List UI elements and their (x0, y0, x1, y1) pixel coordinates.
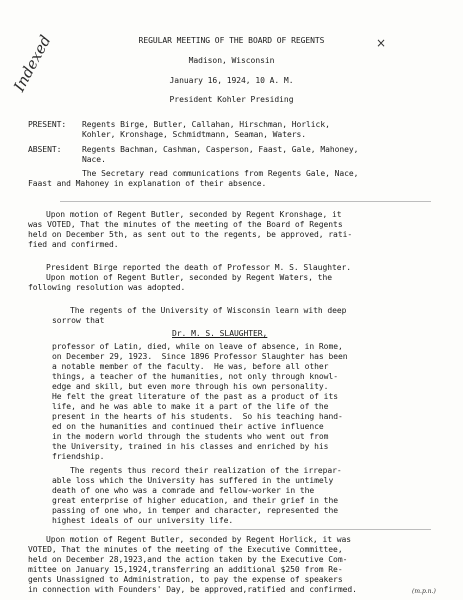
resolution-close-line-3: death of one who was a comrade and fellow-worker in the (52, 486, 315, 495)
meeting-title: REGULAR MEETING OF THE BOARD OF REGENTS (138, 36, 325, 45)
final-motion-line-2: VOTED, That the minutes of the meeting of the Executive Committee, (28, 545, 343, 554)
resolution-body-line-10: in the modern world through the students who went out from (52, 432, 329, 441)
resolution-close-line-4: great enterprise of higher education, and their grief in the (52, 496, 338, 505)
handwritten-initials: (m.p.n.) (412, 588, 436, 595)
meeting-place: Madison, Wisconsin (188, 56, 275, 65)
resolution-body-line-9: ed on the humanities and continued their active influence (52, 422, 324, 431)
absent-label: ABSENT: (28, 145, 62, 154)
resolution-honoree-name: Dr. M. S. SLAUGHTER, (172, 329, 268, 338)
resolution-body-line-2: on December 29, 1923. Since 1896 Professor Slaughter has been (52, 352, 348, 361)
section-divider (60, 201, 431, 202)
resolution-close-line-1: The regents thus record their realization of the irrepar- (70, 466, 342, 475)
resolution-body-line-4: things, a teacher of the humanities, not only through knowl- (52, 372, 338, 381)
resolution-body-line-5: edge and skill, but even more through his own personality. (52, 382, 329, 391)
resolution-body-line-8: present in the hearts of his students. So his teaching hand- (52, 412, 343, 421)
present-label: PRESENT: (28, 120, 67, 129)
absent-line-1: Regents Bachman, Cashman, Casperson, Faast, Gale, Mahoney, (82, 145, 359, 154)
resolution-close-line-6: highest ideals of our university life. (52, 516, 234, 525)
final-motion-line-6: in connection with Founders' Day, be approved,ratified and confirmed. (28, 585, 357, 594)
absent-line-2: Nace. (82, 155, 106, 164)
x-mark: × (376, 36, 387, 50)
secretary-line-1: The Secretary read communications from Regents Gale, Nace, (82, 169, 359, 178)
resolution-body-line-3: a notable member of the faculty. He was, before all other (52, 362, 329, 371)
resolution-intro-line-1: The regents of the University of Wisconsin learn with deep (70, 306, 347, 315)
death-report-line-1: President Birge reported the death of Professor M. S. Slaughter. (46, 263, 352, 272)
resolution-body-line-12: friendship. (52, 452, 105, 461)
resolution-body-line-11: the University, trained in his classes and enriched by his (52, 442, 329, 451)
resolution-body-line-1: professor of Latin, died, while on leave of absence, in Rome, (52, 342, 343, 351)
section-divider-2 (60, 529, 431, 530)
minutes-line-2: was VOTED, That the minutes of the meeting of the Board of Regents (28, 220, 343, 229)
final-motion-line-4: mittee on January 15,1924,transferring an additional $250 from Re- (28, 565, 343, 574)
final-motion-line-3: held on December 28,1923,and the action taken by the Executive Com- (28, 555, 348, 564)
final-motion-line-1: Upon motion of Regent Butler, seconded by Regent Horlick, it was (46, 535, 352, 544)
secretary-line-2: Faast and Mahoney in explanation of their absence. (28, 179, 267, 188)
resolution-close-line-2: able loss which the University has suffered in the untimely (52, 476, 334, 485)
resolution-intro-line-2: sorrow that (52, 316, 105, 325)
presiding-line: President Kohler Presiding (169, 95, 294, 104)
minutes-line-4: fied and confirmed. (28, 240, 119, 249)
resolution-close-line-5: passing of one who, in temper and character, represented the (52, 506, 338, 515)
minutes-line-3: held on December 5th, as sent out to the regents, be approved, rati- (28, 230, 353, 239)
resolution-body-line-7: life, and he was able to make it a part of the life of the (52, 402, 329, 411)
meeting-date: January 16, 1924, 10 A. M. (169, 76, 294, 85)
present-line-2: Kohler, Kronshage, Schmidtmann, Seaman, Waters. (82, 130, 307, 139)
present-line-1: Regents Birge, Butler, Callahan, Hirschman, Horlick, (82, 120, 330, 129)
resolution-body-line-6: He felt the great literature of the past as a product of its (52, 392, 338, 401)
indexed-handwritten-note: Indexed (10, 32, 55, 95)
death-report-line-2: Upon motion of Regent Butler, seconded by Regent Waters, the (46, 273, 332, 282)
final-motion-line-5: gents Unassigned to Administration, to pay the expense of speakers (28, 575, 343, 584)
death-report-line-3: following resolution was adopted. (28, 283, 186, 292)
minutes-line-1: Upon motion of Regent Butler, seconded by Regent Kronshage, it (46, 210, 342, 219)
